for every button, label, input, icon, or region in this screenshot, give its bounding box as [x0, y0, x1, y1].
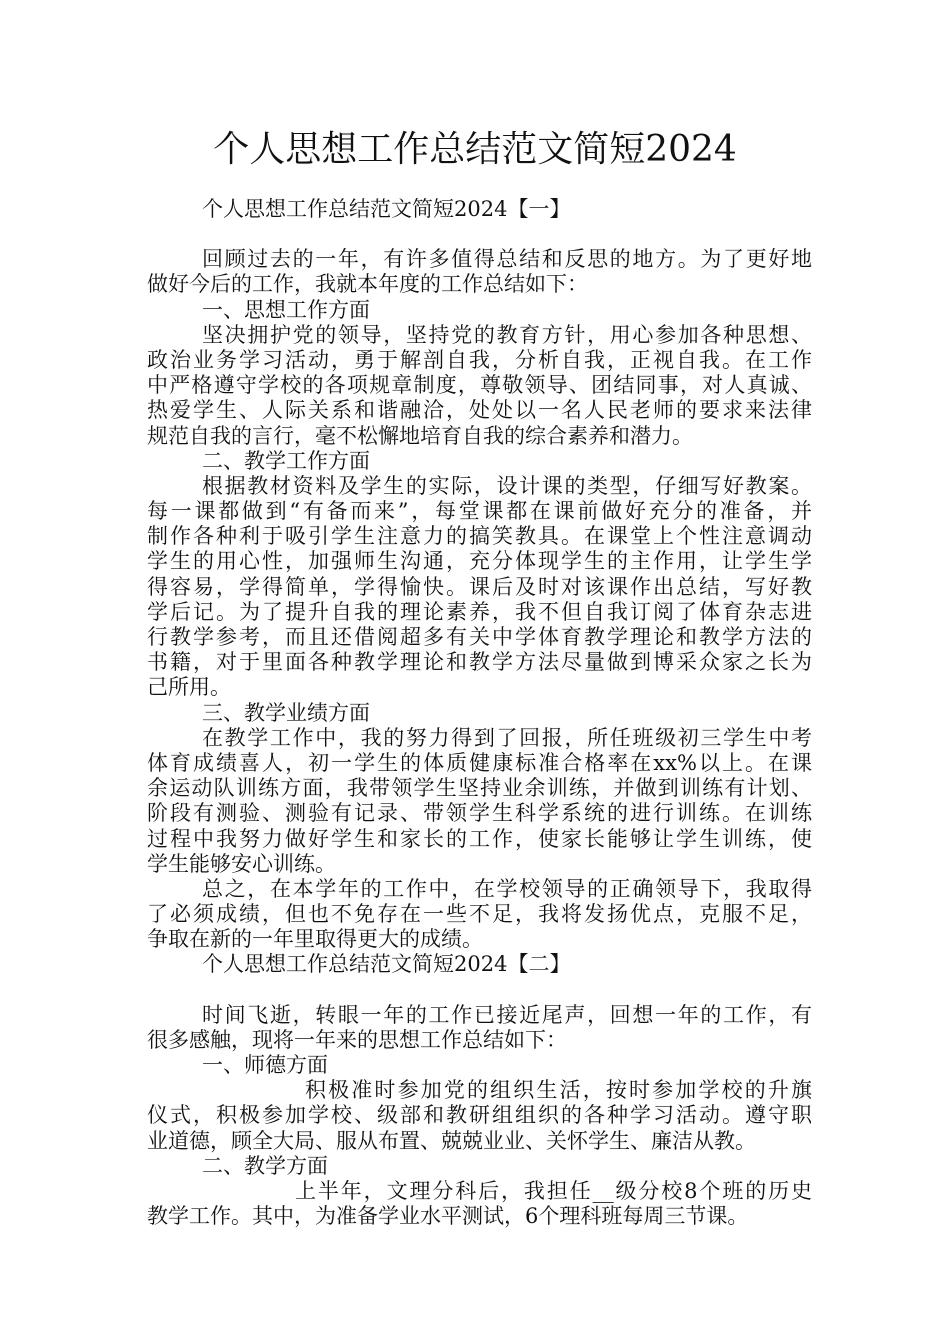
paragraph-line: 了必须成绩，但也不免存在一些不足，我将发扬优点，克服不足，: [147, 902, 812, 927]
blank-line: [147, 978, 812, 1003]
paragraph-line: 教学工作。其中，为准备学业水平测试，6个理科班每周三节课。: [147, 1204, 749, 1229]
section-heading-2: 个人思想工作总结范文简短2024【二】: [202, 952, 571, 977]
paragraph-line: 余运动队训练方面，我带领学生坚持业余训练，并做到训练有计划、: [147, 776, 812, 801]
subheading: 一、思想工作方面: [202, 297, 370, 322]
section-heading-1: 个人思想工作总结范文简短2024【一】: [202, 197, 571, 221]
paragraph-line: 制作各种利于吸引学生注意力的搞笑教具。在课堂上个性注意调动: [147, 524, 812, 549]
paragraph-line: 在教学工作中，我的努力得到了回报，所任班级初三学生中考: [202, 725, 812, 750]
paragraph-line: 时间飞逝，转眼一年的工作已接近尾声，回想一年的工作，有: [202, 1002, 812, 1027]
paragraph-line: 规范自我的言行，毫不松懈地培育自我的综合素养和潜力。: [147, 423, 693, 448]
subheading: 一、师德方面: [202, 1053, 328, 1077]
paragraph-line: 坚决拥护党的领导，坚持党的教育方针，用心参加各种思想、: [202, 322, 812, 347]
paragraph-line: 上半年，文理分科后，我担任__级分校8个班的历史: [295, 1178, 812, 1203]
document-body: [147, 197, 812, 1229]
subheading: 二、教学方面: [202, 1153, 328, 1178]
paragraph-line: 回顾过去的一年，有许多值得总结和反思的地方。为了更好地: [202, 247, 812, 272]
document-title: 个人思想工作总结范文简短2024: [213, 129, 737, 170]
paragraph-line: 做好今后的工作，我就本年度的工作总结如下：: [147, 272, 588, 297]
paragraph-line: 得容易，学得简单，学得愉快。课后及时对该课作出总结，写好教: [147, 574, 812, 599]
subheading: 二、教学工作方面: [202, 448, 370, 473]
paragraph-line: 根据教材资料及学生的实际，设计课的类型，仔细写好教案。: [202, 473, 812, 498]
paragraph-line: 体育成绩喜人，初一学生的体质健康标准合格率在xx%以上。在课: [147, 750, 812, 775]
paragraph-line: 中严格遵守学校的各项规章制度，尊敬领导、团结同事，对人真诚、: [147, 373, 812, 398]
paragraph-line: 行教学参考，而且还借阅超多有关中学体育教学理论和教学方法的: [147, 625, 812, 649]
subheading: 三、教学业绩方面: [202, 700, 370, 725]
paragraph-line: 仪式，积极参加学校、级部和教研组组织的各种学习活动。遵守职: [147, 1103, 812, 1128]
paragraph-line: 学生能够安心训练。: [147, 851, 336, 876]
blank-line: [147, 222, 812, 247]
paragraph-line: 己所用。: [147, 675, 231, 700]
paragraph-line: 学后记。为了提升自我的理论素养，我不但自我订阅了体育杂志进: [147, 599, 812, 624]
paragraph-line: 过程中我努力做好学生和家长的工作，使家长能够让学生训练，使: [147, 826, 812, 851]
paragraph-line: 争取在新的一年里取得更大的成绩。: [147, 927, 483, 952]
paragraph-line: 积极准时参加党的组织生活，按时参加学校的升旗: [305, 1078, 812, 1103]
paragraph-line: 热爱学生、人际关系和谐融洽，处处以一名人民老师的要求来法律: [147, 398, 812, 423]
paragraph-line: 学生的用心性，加强师生沟通，充分体现学生的主作用，让学生学: [147, 549, 812, 574]
paragraph-line: 阶段有测验、测验有记录、带领学生科学系统的进行训练。在训练: [147, 801, 812, 826]
paragraph-line: 政治业务学习活动，勇于解剖自我，分析自我，正视自我。在工作: [147, 347, 812, 372]
paragraph-line: 每一课都做到“有备而来”，每堂课都在课前做好充分的准备，并: [147, 499, 812, 524]
paragraph-line: 总之，在本学年的工作中，在学校领导的正确领导下，我取得: [202, 876, 812, 901]
paragraph-line: 业道德，顾全大局、服从布置、兢兢业业、关怀学生、廉洁从教。: [147, 1128, 756, 1153]
paragraph-line: 书籍，对于里面各种教学理论和教学方法尽量做到博采众家之长为: [147, 650, 812, 675]
paragraph-line: 很多感触，现将一年来的思想工作总结如下：: [147, 1027, 567, 1052]
